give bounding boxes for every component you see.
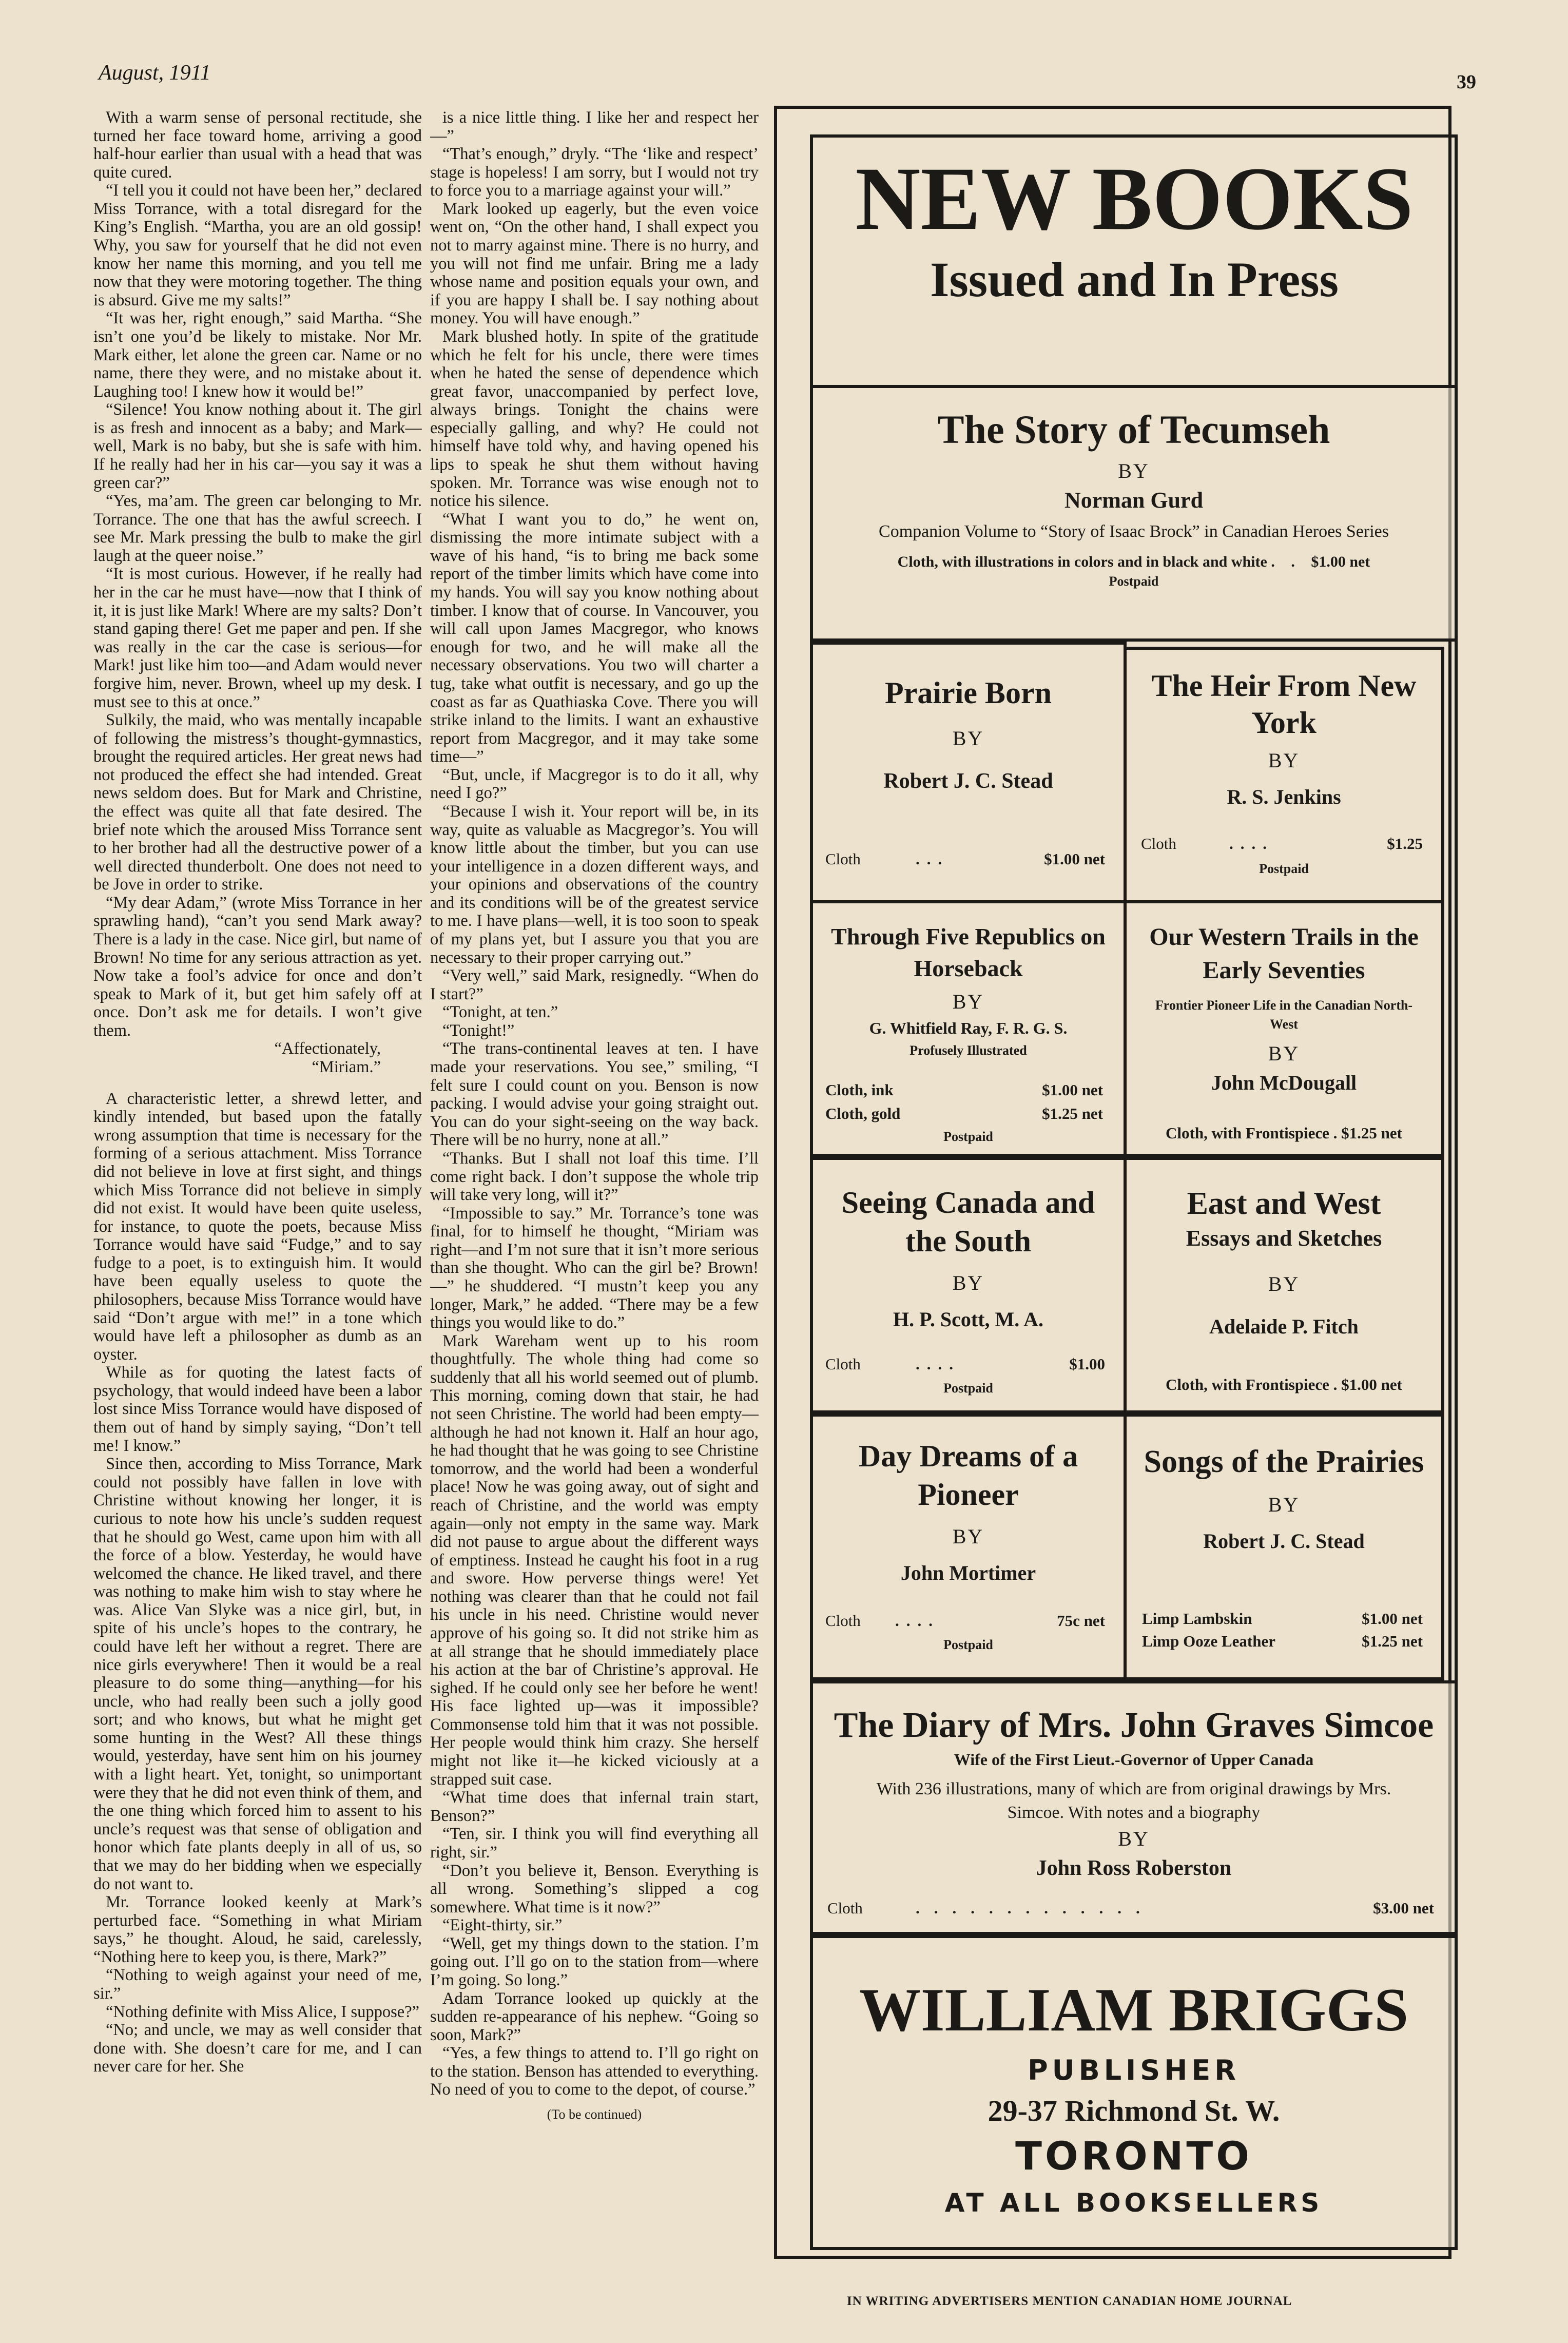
book-note: Companion Volume to “Story of Isaac Brock” in Canadian Heroes Series <box>879 522 1389 541</box>
story-paragraph: Mark looked up eagerly, but the even voice went on, “On the other hand, I shall expect you not to marry against mine. There is no hurry, and you will not find me unfair. Bring me a lady whose name and position equals your own, and if you are happy I shall be. I say nothing about money. You will have enough.” <box>430 199 759 328</box>
story-paragraph: Sulkily, the maid, who was mentally incapable of following the mistress’s thought-gymnastics, brought the required articles. Her great news had not produced the effect she had intended. Great news seldom does. But for Mark and Christine, the effect was quite all that fate desired. The brief note which the aroused Miss Torrance sent to her brother had all the destructive power of a well directed thunderbolt. One does not need to be Jove in order to strike. <box>93 711 422 894</box>
book-title: East and West <box>1187 1186 1381 1221</box>
book-note-detail: With 236 illustrations, many of which are from original drawings by Mrs. Simcoe. With notes and a biography <box>876 1779 1391 1822</box>
story-paragraph: “But, uncle, if Macgregor is to do it all, why need I go?” <box>430 765 759 803</box>
book-postpaid: Postpaid <box>1259 861 1309 876</box>
story-paragraph: A characteristic letter, a shrewd letter, and kindly intended, but based upon the fatally wrong assumption that time is necessary for the forming of a serious attachment. Miss Torrance did not believe in love at first sight, and things which Miss Torrance did not believe in simply did not exist. It would have been quite useless, for instance, to quote the poets, because Miss Torrance would have said “Fudge,” and to say fudge to a poet, is to extinguish him. It would have been equally useless to quote the philosophers, because Miss Torrance would have said “Don’t argue with me!” in a tone which would have left a philosopher as dumb as an oyster. <box>93 1089 422 1364</box>
book-by: BY <box>1118 459 1150 482</box>
book-binding: Cloth, with Frontispiece <box>1166 1124 1329 1142</box>
book-price: $1.00 net <box>1044 850 1105 868</box>
book-listing-east-and-west: East and West Essays and Sketches BY Adelaide P. Fitch Cloth, with Frontispiece . $1.00 net <box>1124 1157 1444 1413</box>
book-postpaid: Postpaid <box>943 1129 993 1144</box>
book-author: John McDougall <box>1211 1071 1357 1094</box>
continued-note: (To be continued) <box>547 2107 642 2122</box>
story-paragraph: While as for quoting the latest facts of psychology, that would indeed have been a labor lost since Miss Torrance would have disposed of them out of hand by simply saying, “Don’t tell me! I know.” <box>93 1363 422 1455</box>
book-author: Norman Gurd <box>1064 488 1204 513</box>
book-listing-tecumseh: The Story of Tecumseh BY Norman Gurd Companion Volume to “Story of Isaac Brock” in Canadian Heroes Series Cloth, with illustrations in colors and in black and white . . $1.00 net Postpaid <box>810 385 1458 642</box>
book-postpaid: Postpaid <box>943 1637 993 1652</box>
publisher-name: WILLIAM BRIGGS <box>859 1976 1409 2044</box>
story-paragraph: “Ten, sir. I think you will find everything all right, sir.” <box>430 1825 759 1862</box>
book-by: BY <box>952 1271 984 1294</box>
publisher-address: 29-37 Richmond St. W. <box>988 2094 1280 2127</box>
book-price: $1.00 net <box>1341 1376 1402 1393</box>
story-paragraph: “Tonight, at ten.” <box>442 1003 558 1022</box>
story-paragraph: “Impossible to say.” Mr. Torrance’s tone was final, for to himself he thought, “Miriam was right—and I’m not sure that it isn’t more serious than she thought. Who can the girl be? Brown!—” he shuddered. “I mustn’t keep you any longer, Mark,” he added. “There may be a few things you would like to do.” <box>430 1204 759 1332</box>
book-binding: Cloth <box>827 1899 863 1917</box>
story-paragraph: “What I want you to do,” he went on, dismissing the more intimate subject with a wave of his hand, “is to bring me back some report of the timber limits which have come into my hands. You will say you know nothing about timber. I know that of course. In Vancouver, you will call upon James Macgregor, who knows enough for two, and he will make all the necessary observations. You two will charter a tug, take what outfit is necessary, and go up the coast as far as Quathiaska Cove. There you will strike inland to the limits. I want an exhaustive report from Macgregor, and it may take some time—” <box>430 510 759 766</box>
publisher-tagline: AT ALL BOOKSELLERS <box>944 2188 1323 2218</box>
story-column-middle <box>430 109 759 2247</box>
book-author: Robert J. C. Stead <box>883 769 1053 793</box>
book-by: BY <box>1118 1827 1150 1850</box>
book-title: Prairie Born <box>885 676 1052 710</box>
story-paragraph: “Eight-thirty, sir.” <box>442 1916 563 1935</box>
book-listing-songs-of-the-prairies <box>1124 1413 1444 1680</box>
book-binding: Cloth, ink <box>825 1081 894 1099</box>
story-paragraph: “The trans-continental leaves at ten. I have made your reservations. You see,” smiling, “I felt sure I could count on you. Benson is now packing. I would advise your going straight out. You can do your sight-seeing on the way back. There will be no hurry, none at all.” <box>430 1039 759 1150</box>
book-listing-five-republics <box>810 900 1127 1157</box>
book-price: 75c net <box>1057 1612 1105 1630</box>
book-listing-seeing-canada <box>810 1157 1127 1413</box>
book-binding: Cloth <box>1141 835 1176 853</box>
story-paragraph: Since then, according to Miss Torrance, Mark could not possibly have fallen in love with Christine without knowing her longer, it is curious to note how his uncle’s sudden request that he should go West, came upon him with all the force of a blow. Yesterday, he would have welcomed the chance. He liked travel, and there was nothing to make him wish to stay where he was. Alice Van Slyke was a nice girl, but, in spite of his uncle’s hopes to the contrary, he could have left her without a regret. There are nice girls everywhere! Then it would be a real pleasure to do some thing—anything—for his uncle, who had really been such a jolly good sort; and who knows, but what he might get some hunting in the West? All these things would, yesterday, have sent him on his journey with a light heart. Yet, tonight, so unimportant were they that he did not even think of them, and the one thing which forced him to assent to his uncle’s request was that sense of obligation and honor which fate plants deeply in all of us, so that we may do her bidding when we especially do not want to. <box>93 1455 422 1893</box>
book-author: G. Whitfield Ray, F. R. G. S. <box>869 1019 1068 1038</box>
ad-headline: NEW BOOKS <box>855 149 1414 249</box>
book-title: The Diary of Mrs. John Graves Simcoe <box>834 1706 1434 1745</box>
story-paragraph: “Tonight!” <box>442 1021 515 1040</box>
book-by: BY <box>952 727 984 750</box>
story-paragraph: Mark Wareham went up to his room thoughtfully. The whole thing had come so suddenly that all his world seemed out of plumb. This morning, coming down that stair, he had not seen Christine. The world had been empty—although he had not known it. Half an hour ago, he had thought that he was going to see Christine tomorrow, and the world had been a wonderful place! Now he was going away, out of sight and reach of Christine, and the world was empty again—only not empty in the same way. Mark did not pause to argue about the different ways of emptiness. Instead he caught his foot in a rug and swore. How perverse things were! Yet nothing was clearer than that he could not fail his uncle in his need. Christine would never approve of his going so. It did not strike him as at all strange that he should immediately place his action at the bar of Christine’s approval. He sighed. If he could only see her before he went! His face lighted up—was it impossible? Commonsense told him that it was not possible. Her people would think him crazy. She herself might not like it—he kicked viciously at a strapped suit case. <box>430 1331 759 1789</box>
book-postpaid: Postpaid <box>943 1381 993 1396</box>
book-author: Robert J. C. Stead <box>1203 1529 1365 1553</box>
story-paragraph: “Very well,” said Mark, resignedly. “When do I start?” <box>430 966 759 1003</box>
story-paragraph: “It was her, right enough,” said Martha. “She isn’t one you’d be likely to mistake. Nor Mr. Mark either, let alone the green car. Name or no name, there they were, and no mistake about it. Laughing too! I knew how it would be!” <box>93 309 422 401</box>
publisher-box <box>810 1935 1458 2250</box>
story-paragraph: “I tell you it could not have been her,” declared Miss Torrance, with a total disregard for the King’s English. “Martha, you are an old gossip! Why, you saw for yourself that he did not even know her name this morning, and you tell me now that they were motoring together. The thing is absurd. Give me my salts!” <box>93 181 422 309</box>
book-title: Seeing Canada and the South <box>841 1186 1095 1258</box>
book-author: H. P. Scott, M. A. <box>893 1308 1043 1331</box>
publisher-role: PUBLISHER <box>1028 2054 1240 2086</box>
book-title: The Story of Tecumseh <box>937 407 1330 452</box>
story-paragraph: “Well, get my things down to the station. I’m going out. I’ll go on to the station from—where I’m going. So long.” <box>430 1934 759 1989</box>
leader-dots: .... <box>895 1612 940 1630</box>
book-price: $1.00 net <box>1362 1610 1423 1628</box>
book-binding: Cloth <box>825 1612 861 1630</box>
book-by: BY <box>1268 1493 1300 1516</box>
book-title: Our Western Trails in the Early Seventies <box>1149 923 1419 984</box>
story-paragraph: “That’s enough,” dryly. “The ‘like and respect’ stage is hopeless! I am sorry, but I would not try to force you to a marriage against your will.” <box>430 145 759 200</box>
leader-dots: ............. <box>916 1899 1154 1917</box>
story-paragraph: “My dear Adam,” (wrote Miss Torrance in her sprawling hand), “can’t you send Mark away? There is a lady in the case. Nice girl, but name of Brown! No time for any serious attraction as yet. Now take a fool’s advice for once and don’t speak to Mark of it, but get him safely off at once. Don’t ask me for details. I won’t give them. <box>93 893 422 1040</box>
story-paragraph: “Yes, a few things to attend to. I’ll go right on to the station. Benson has attended to everything. No need of you to come to the depot, of course.” <box>430 2044 759 2099</box>
book-by: BY <box>952 1525 984 1548</box>
book-author: John Mortimer <box>900 1561 1036 1584</box>
leader-dots: .... <box>1229 835 1274 853</box>
book-price: $1.00 <box>1069 1355 1105 1373</box>
book-binding: Cloth, with illustrations in colors and in black and white <box>897 553 1267 571</box>
story-paragraph: “Thanks. But I shall not loaf this time. I’ll come right back. I don’t suppose the whole trip will take very long, will it?” <box>430 1149 759 1205</box>
book-listing-western-trails: Our Western Trails in the Early Seventies Frontier Pioneer Life in the Canadian North-West BY John McDougall Cloth, with Frontispiece . $1.25 net <box>1124 900 1444 1157</box>
story-paragraph: “Nothing definite with Miss Alice, I suppose?” <box>106 2002 420 2021</box>
book-note: Wife of the First Lieut.-Governor of Upper Canada <box>954 1750 1314 1769</box>
book-listing-day-dreams <box>810 1413 1127 1680</box>
book-price: $1.00 net <box>1311 553 1370 571</box>
story-paragraph: “Yes, ma’am. The green car belonging to Mr. Torrance. The one that has the awful screech. I see Mr. Mark pressing the bulb to make the girl laugh at the queer noise.” <box>93 492 422 565</box>
leader-dots: ... <box>916 850 950 868</box>
book-author: John Ross Roberston <box>1036 1856 1232 1880</box>
book-binding: Cloth <box>825 850 861 868</box>
story-paragraph: “No; and uncle, we may as well consider that done with. She doesn’t care for me, and I can never care for her. She <box>93 2021 422 2076</box>
book-by: BY <box>1268 1041 1300 1065</box>
page-number: 39 <box>1457 71 1476 93</box>
story-paragraph: With a warm sense of personal rectitude, she turned her face toward home, arriving a good half-hour earlier than usual with a head that was quite cured. <box>93 109 422 182</box>
book-listing-simcoe-diary <box>810 1680 1458 1935</box>
book-price: $1.25 <box>1387 835 1423 853</box>
story-paragraph: “Nothing to weigh against your need of me, sir.” <box>93 1966 422 2003</box>
story-paragraph: “Don’t you believe it, Benson. Everything is all wrong. Something’s slipped a cog somewhere. What time is it now?” <box>430 1861 759 1916</box>
book-postpaid: Postpaid <box>1109 574 1159 589</box>
leader-dots: .... <box>916 1355 960 1373</box>
book-by: BY <box>1268 749 1300 772</box>
story-paragraph: is a nice little thing. I like her and respect her—” <box>430 109 759 145</box>
story-paragraph: Mr. Torrance looked keenly at Mark’s perturbed face. “Something in what Miriam says,” he thought. Aloud, he said, carelessly, “Nothing here to keep you, is there, Mark?” <box>93 1893 422 1966</box>
book-title: Songs of the Prairies <box>1144 1444 1424 1479</box>
book-subtitle: Essays and Sketches <box>1186 1226 1382 1251</box>
book-price: $3.00 net <box>1373 1899 1434 1917</box>
story-column-left <box>93 109 422 2247</box>
book-note: Profusely Illustrated <box>909 1043 1027 1058</box>
book-title: Day Dreams of a Pioneer <box>858 1439 1078 1512</box>
footer-note: IN WRITING ADVERTISERS MENTION CANADIAN HOME JOURNAL <box>847 2294 1292 2308</box>
book-binding-alt: Limp Ooze Leather <box>1142 1632 1276 1650</box>
story-paragraph: Adam Torrance looked up quickly at the sudden re-appearance of his nephew. “Going so soon, Mark?” <box>430 1989 759 2044</box>
book-binding: Cloth <box>825 1355 861 1373</box>
book-binding: Limp Lambskin <box>1142 1610 1252 1628</box>
issue-date: August, 1911 <box>99 61 211 85</box>
book-price-alt: $1.25 net <box>1362 1632 1423 1650</box>
story-paragraph: “Affectionately, <box>274 1039 381 1058</box>
story-paragraph: “Silence! You know nothing about it. The girl is as fresh and innocent as a baby; and Mark—well, Mark is no baby, but she is safe with him. If he really had her in his car—you say it was a green car?” <box>93 400 422 492</box>
ad-subhead: Issued and In Press <box>930 252 1339 307</box>
story-paragraph: “What time does that infernal train start, Benson?” <box>430 1788 759 1825</box>
book-listing-prairie-born <box>810 642 1127 903</box>
story-paragraph: “It is most curious. However, if he really had her in the car he must have—now that I think of it, it is just like Mark! Where are my salts? Don’t stand gaping there! Get me paper and pen. If she was really in the car the case is serious—for Mark! just like him too—and Adam would never forgive him, never. Brown, wheel up my desk. I must see to this at once.” <box>93 565 422 711</box>
book-by: BY <box>1268 1272 1300 1295</box>
book-author: Adelaide P. Fitch <box>1209 1315 1359 1338</box>
book-price: $1.00 net <box>1042 1081 1103 1099</box>
book-by: BY <box>952 990 984 1014</box>
ad-header <box>816 149 1453 307</box>
book-listing-heir-from-new-york <box>1124 647 1444 903</box>
book-note: Frontier Pioneer Life in the Canadian North-West <box>1155 997 1413 1032</box>
book-title: Through Five Republics on Horseback <box>831 923 1106 982</box>
book-price-alt: $1.25 net <box>1042 1105 1103 1122</box>
story-paragraph: “Because I wish it. Your report will be, in its way, quite as valuable as Macgregor’s. You will know little about the timber, but you can use your intelligence in a dozen different ways, and your opinions and observations of the country and its conditions will be of the greatest service to me. I have plans—well, it is too soon to speak of my plans yet, but I assure you that you are necessary to their proper carrying out.” <box>430 802 759 967</box>
story-paragraph: “Miriam.” <box>312 1058 381 1077</box>
book-binding-alt: Cloth, gold <box>825 1105 901 1122</box>
story-paragraph: Mark blushed hotly. In spite of the gratitude which he felt for his uncle, there were times when he hated the sense of dependence which great favor, unaccompanied by perfect love, always brings. Tonight the chains were especially galling, and why? He could not himself have told why, and having opened his lips to speak he shut them without having spoken. Mr. Torrance was wise enough not to notice his silence. <box>430 327 759 511</box>
book-price: $1.25 net <box>1341 1124 1402 1142</box>
book-binding: Cloth, with Frontispiece <box>1166 1376 1329 1393</box>
book-title: The Heir From New York <box>1151 669 1417 740</box>
publisher-city: TORONTO <box>1015 2133 1252 2179</box>
book-author: R. S. Jenkins <box>1227 785 1341 808</box>
